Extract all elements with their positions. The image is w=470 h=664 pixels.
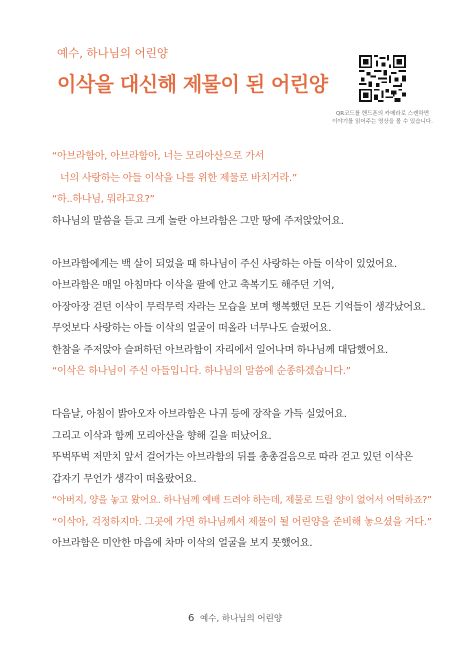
page-footer [0,612,470,624]
footer-book-title: 예수, 하나님의 어린양 [200,614,283,624]
narration-line: 아브라함에게는 백 살이 되었을 때 하나님이 주신 사랑하는 아들 이삭이 있었어요. [52,258,397,270]
narration-line: 그리고 이삭과 함께 모리아산을 향해 길을 떠났어요. [52,430,272,442]
narration-line: 갑자기 무언가 생각이 떠올랐어요. [52,473,197,485]
dialogue-line: “아버지, 양을 놓고 왔어요. 하나님께 예배 드려야 하는데, 제물로 드릴 양이 없어서 어떡하죠?” [52,495,432,506]
story-body [52,146,432,555]
paragraph [52,404,432,555]
qr-caption [320,110,445,126]
chapter-title: 이삭을 대신해 제물이 된 어린양 [57,72,328,96]
narration-line: 무엇보다 사랑하는 아들 이삭의 얼굴이 떠올라 너무나도 슬펐어요. [52,323,332,334]
qr-code[interactable] [359,55,406,102]
qr-caption-line: QR코드를 핸드폰의 카메라로 스캔하면 [335,111,430,117]
dialogue-line: 너의 사랑하는 아들 이삭을 나를 위한 제물로 바치거라.” [60,172,297,184]
qr-caption-line: 이야기를 읽어주는 영상을 볼 수 있습니다. [332,119,433,125]
narration-line: 한참을 주저앉아 슬퍼하던 아브라함이 자리에서 일어나며 하나님께 대답했어요. [52,344,389,356]
paragraph [52,146,432,232]
dialogue-line: “이삭아, 걱정하지마. 그곳에 가면 하나님께서 제물이 될 어린양을 준비해 놓으셨을 거다.” [52,516,432,528]
narration-line: 하나님의 말씀을 듣고 크게 놀란 아브라함은 그만 땅에 주저앉았어요. [52,215,344,227]
dialogue-line: “하..하나님, 뭐라고요?” [52,194,155,205]
narration-line: 아브라함은 미안한 마음에 차마 이삭의 얼굴을 보지 못했어요. [52,538,313,549]
dialogue-line: “이삭은 하나님이 주신 아들입니다. 하나님의 말씀에 순종하겠습니다.” [52,366,351,377]
dialogue-line: “아브라함아, 아브라함아, 너는 모리아산으로 가서 [52,151,265,162]
chapter-subtitle: 예수, 하나님의 어린양 [57,46,168,60]
narration-line: 뚜벅뚜벅 저만치 앞서 걸어가는 아브라함의 뒤를 총총걸음으로 따라 걷고 있던 이삭은 [52,452,413,463]
narration-line: 다음날, 아침이 밝아오자 아브라함은 나귀 등에 장작을 가득 실었어요. [52,409,347,420]
paragraph [52,254,432,383]
narration-line: 아장아장 걷던 이삭이 무럭무럭 자라는 모습을 보며 행복했던 모든 기억들이 생각났어요. [52,301,426,313]
page-number: 6 [187,613,195,624]
narration-line: 아브라함은 매일 아침마다 이삭을 팔에 안고 축복기도 해주던 기억, [52,280,335,291]
